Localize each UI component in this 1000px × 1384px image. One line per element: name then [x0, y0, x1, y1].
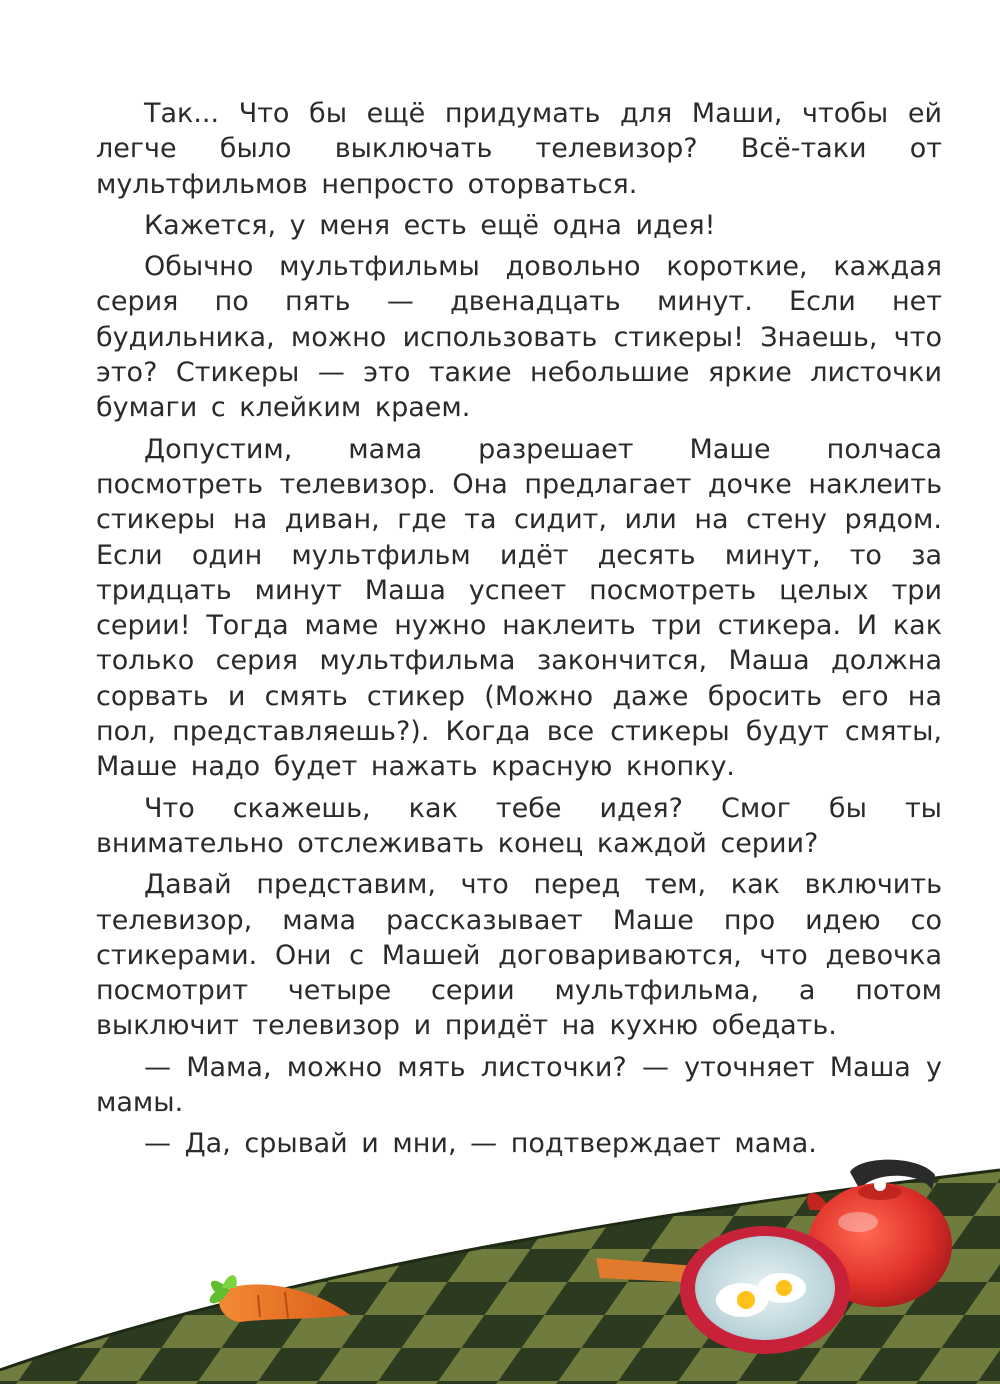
paragraph: Так... Что бы ещё придумать для Маши, чтобы ей легче было выключать телевизор? Всё-таки от мультфильмов непросто оторваться.: [96, 98, 942, 200]
paragraph: — Мама, можно мять листочки? — уточняет Маша у мамы.: [96, 1051, 942, 1119]
paragraph: Обычно мультфильмы довольно короткие, каждая серия по пять — двенадцать минут. Если нет будильника, можно использовать стикеры! Знаешь, что это? Стикеры — это такие небольшие яркие листочки бумаги с клейким краем.: [96, 251, 942, 424]
kitchen-illustration: [0, 1150, 1000, 1384]
paragraph: Кажется, у меня есть ещё одна идея!: [144, 209, 716, 241]
paragraph: — Да, срывай и мни, — подтверждает мама.: [144, 1128, 817, 1160]
story-text: [96, 96, 942, 1168]
paragraph: Допустим, мама разрешает Маше полчаса посмотреть телевизор. Она предлагает дочке наклеить стикеры на диван, где та сидит, или на стену рядом. Если один мультфильм идёт десять минут, то за тридцать минут Маша успеет посмотреть целых три серии! Тогда маме нужно наклеить три стикера. И как только серия мультфильма закончится, Маша должна сорвать и смять стикер (Можно даже бросить его на пол, представляешь?). Когда все стикеры будут смяты, Маше надо будет нажать красную кнопку.: [96, 433, 942, 783]
paragraph: Что скажешь, как тебе идея? Смог бы ты внимательно отслеживать конец каждой серии?: [96, 792, 942, 859]
paragraph: Давай представим, что перед тем, как включить телевизор, мама рассказывает Маше про идею со стикерами. Они с Машей договариваются, что девочка посмотрит четыре серии мультфильма, а потом выключит телевизор и придёт на кухню обедать.: [96, 869, 942, 1042]
